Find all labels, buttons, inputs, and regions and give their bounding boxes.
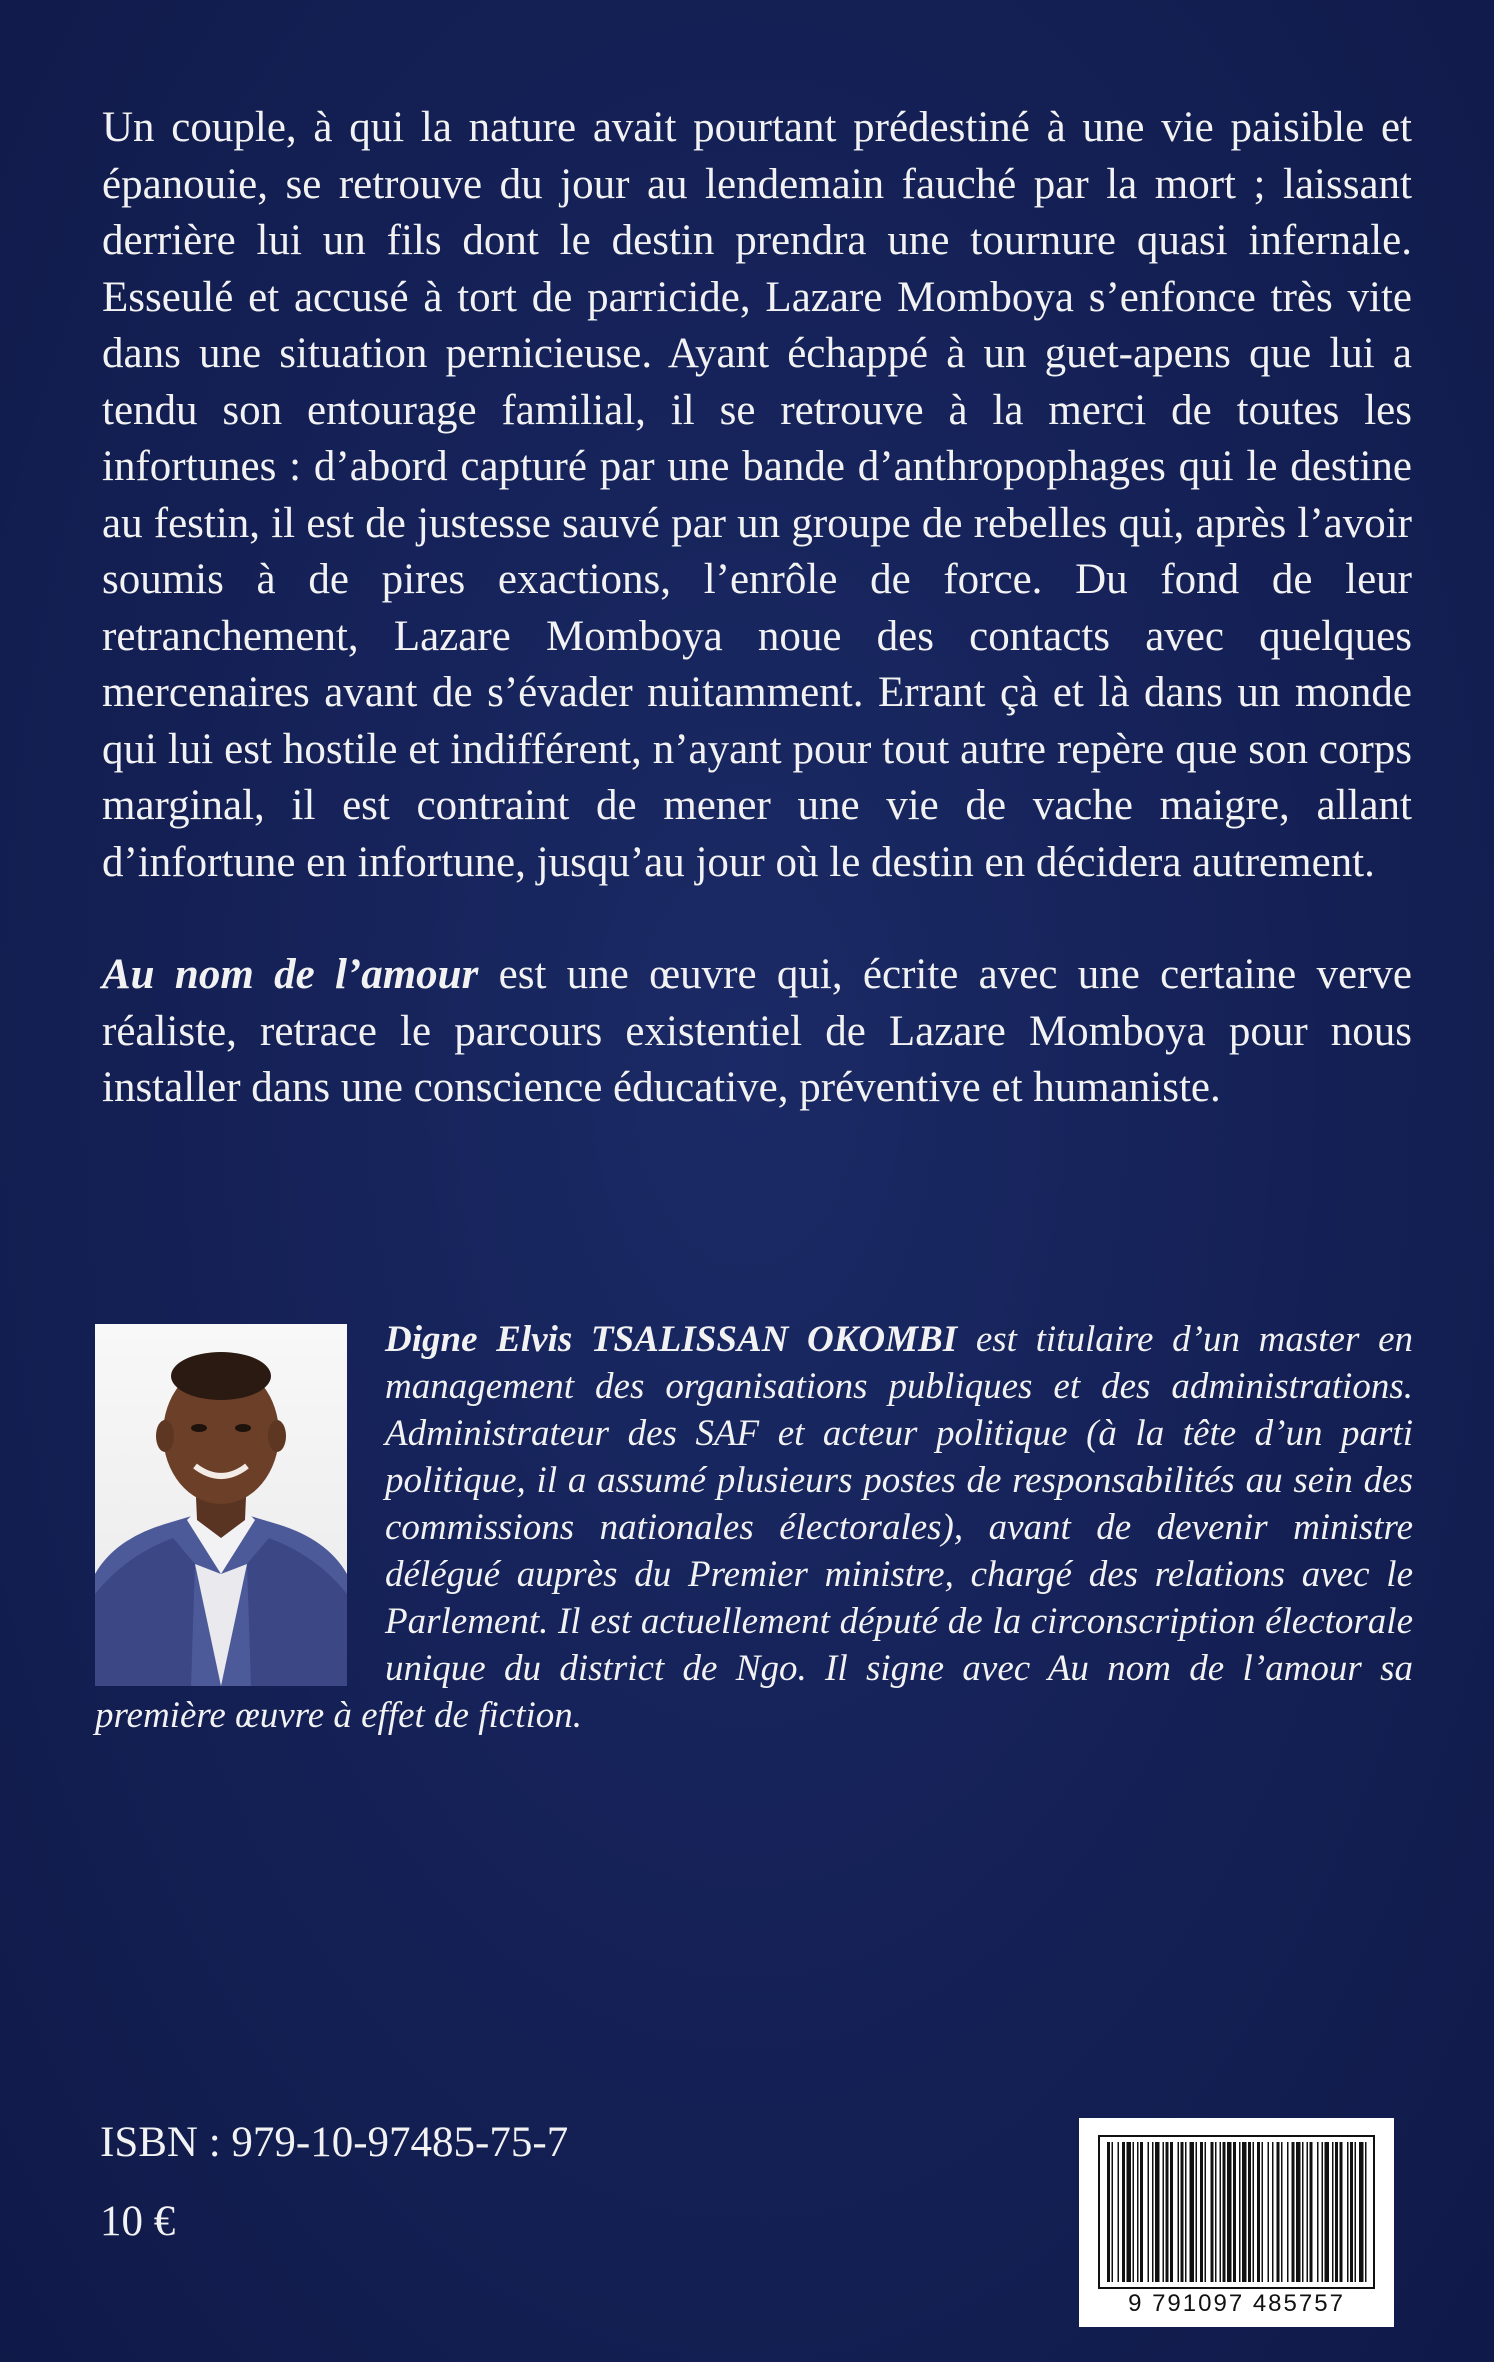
barcode-bar	[1253, 2142, 1255, 2282]
barcode-bar	[1118, 2142, 1120, 2282]
barcode-bar	[1350, 2142, 1353, 2282]
synopsis-paragraph-2	[102, 947, 1412, 1117]
author-photo	[95, 1324, 347, 1686]
barcode-bar	[1178, 2142, 1180, 2282]
barcode-bar	[1359, 2142, 1364, 2282]
barcode-bar	[1248, 2142, 1251, 2282]
synopsis-paragraph-2-text: est une œuvre qui, écrite avec une certaine verve réaliste, retrace le parcours existentiel de Lazare Momboya pour nous installer dans une conscience éducative, préventive et humaniste.	[102, 951, 1412, 1111]
synopsis-paragraph-1: Un couple, à qui la nature avait pourtant prédestiné à une vie paisible et épanouie, se retrouve du jour au lendemain fauché par la mort ; laissant derrière lui un fils dont le destin prendra une tournure quasi infernale. Esseulé et accusé à tort de parricide, Lazare Momboya s’enfonce très vite dans une situation pernicieuse. Ayant échappé à un guet-apens que lui a tendu son entourage familial, il se retrouve à la merci de toutes les infortunes : d’abord capturé par une bande d’anthropophages qui le destine au festin, il est de justesse sauvé par un groupe de rebelles qui, après l’avoir soumis à de pires exactions, l’enrôle de force. Du fond de leur retranchement, Lazare Momboya noue des contacts avec quelques mercenaires avant de s’évader nuitamment. Errant çà et là dans un monde qui lui est hostile et indifférent, n’ayant pour tout autre repère que son corps marginal, il est contraint de mener une vie de vache maigre, allant d’infortune en infortune, jusqu’au jour où le destin en décidera autrement.	[102, 104, 1412, 886]
barcode-bar	[1332, 2142, 1334, 2282]
barcode-bar	[1205, 2142, 1207, 2282]
author-name: Digne Elvis TSALISSAN OKOMBI	[385, 1319, 958, 1360]
barcode-bar	[1317, 2142, 1319, 2282]
synopsis	[102, 100, 1412, 1117]
barcode-bar	[1133, 2142, 1135, 2282]
author-bio-block	[95, 1316, 1413, 1739]
barcode-bar	[1215, 2142, 1217, 2282]
book-title: Au nom de l’amour	[102, 951, 479, 998]
barcode-bar	[1307, 2142, 1309, 2282]
barcode-bar	[1185, 2142, 1187, 2282]
barcode-bar	[1107, 2142, 1110, 2282]
barcode-bar	[1181, 2142, 1184, 2282]
author-portrait-illustration	[95, 1324, 347, 1686]
barcode-bar	[1310, 2142, 1313, 2282]
barcode-bar	[1148, 2142, 1150, 2282]
barcode-bar	[1137, 2142, 1139, 2282]
barcode-bar	[1322, 2142, 1324, 2282]
barcode-bar	[1166, 2142, 1169, 2282]
barcode-bar	[1152, 2142, 1154, 2282]
barcode-bar	[1325, 2142, 1330, 2282]
barcode-bar	[1347, 2142, 1349, 2282]
barcode-bar	[1127, 2142, 1132, 2282]
barcode-bar	[1112, 2142, 1114, 2282]
barcode-bar	[1190, 2142, 1195, 2282]
barcode-bar	[1262, 2142, 1264, 2282]
barcode-bar	[1242, 2142, 1247, 2282]
barcode	[1079, 2118, 1394, 2327]
barcode-bar	[1365, 2142, 1367, 2282]
barcode-bar	[1170, 2142, 1173, 2282]
isbn: ISBN : 979-10-97485-75-7	[100, 2119, 569, 2166]
barcode-bar	[1272, 2142, 1274, 2282]
barcode-bar	[1122, 2142, 1125, 2282]
barcode-bar	[1296, 2142, 1301, 2282]
barcode-bar	[1200, 2142, 1203, 2282]
barcode-bar	[1239, 2142, 1241, 2282]
barcode-bar	[1155, 2142, 1160, 2282]
barcode-bar	[1277, 2142, 1280, 2282]
barcode-bar	[1163, 2142, 1165, 2282]
barcode-bar	[1223, 2142, 1226, 2282]
barcode-bar	[1211, 2142, 1214, 2282]
barcode-bar	[1140, 2142, 1143, 2282]
barcode-bar	[1220, 2142, 1222, 2282]
barcode-bar	[1233, 2142, 1236, 2282]
barcode-digits: 9 791097 485757	[1128, 2290, 1345, 2317]
barcode-bar	[1355, 2142, 1357, 2282]
barcode-bar	[1257, 2142, 1260, 2282]
barcode-bar	[1335, 2142, 1338, 2282]
barcode-bar	[1292, 2142, 1295, 2282]
barcode-bar	[1281, 2142, 1283, 2282]
barcode-bar	[1302, 2142, 1304, 2282]
barcode-bar	[1287, 2142, 1289, 2282]
barcode-bar	[1268, 2142, 1270, 2282]
barcode-bar	[1227, 2142, 1232, 2282]
author-bio-text: est titulaire d’un master en management des organisations publiques et des administrations. Administrateur des SAF et acteur politique (à la tête d’un parti politique, il a assumé plusieurs postes de responsabilités au sein des commissions nationales électorales), avant de devenir ministre délégué auprès du Premier ministre, chargé des relations avec le Parlement. Il est actuellement député de la circonscription électorale unique du district de Ngo. Il signe avec Au nom de l’amour sa première œuvre à effet de fiction.	[95, 1319, 1413, 1736]
barcode-bar	[1196, 2142, 1198, 2282]
barcode-bar	[1340, 2142, 1343, 2282]
price: 10 €	[100, 2198, 176, 2245]
